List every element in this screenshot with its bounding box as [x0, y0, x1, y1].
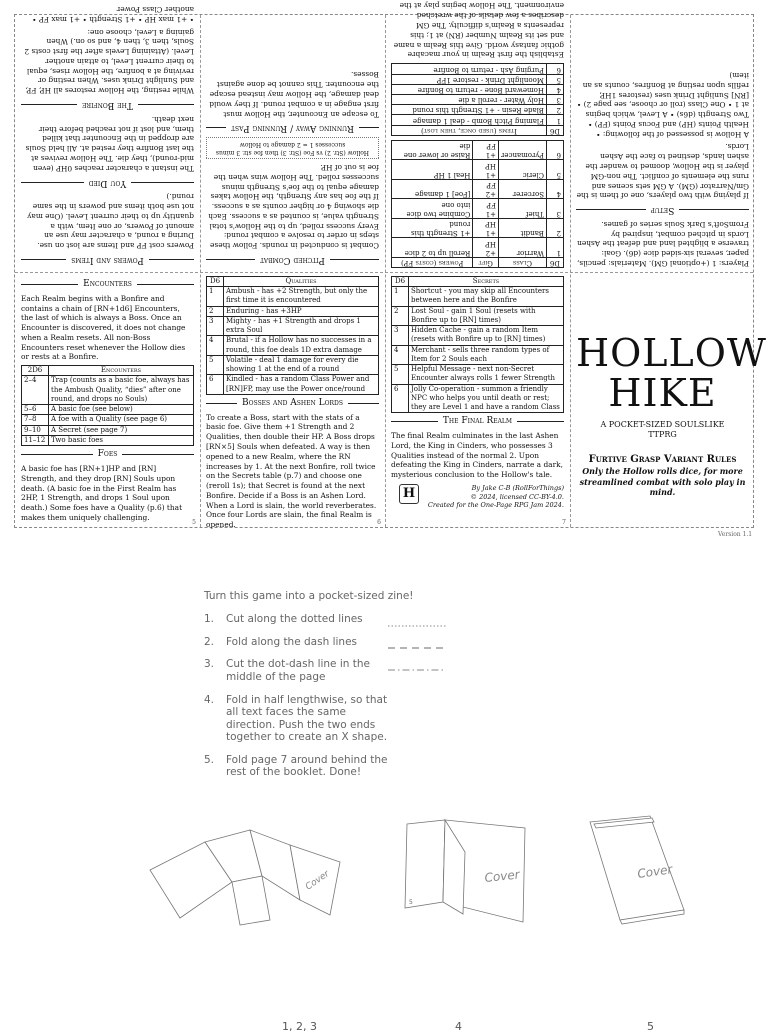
- step-text: Cut along the dotted lines: [226, 613, 363, 626]
- running-heading: Running Away / Running Past: [206, 122, 379, 135]
- bonfire-text: While resting, the Hollow restores all HP, FP, and Sunlight Drink uses. When resting or reviving at a bonfire, the Hollow rises, equal to their current Level, to attain another Level. (Attaining Levels after the first costs 2 Souls, then 3, then 4, and so on.) When gaining a Level, choose one:: [24, 27, 194, 96]
- table-cell: Combine two dice into one: [392, 199, 473, 218]
- cover-page: [570, 272, 767, 529]
- bosses-text: To create a Boss, start with the stats of a basic foe. Give them +1 Strength and 2 Qualities, then double their HP. A Boss drops [RN×5] Souls when defeated. A way is then opened to a new Realm, where the RN increases by 1. At the next Bonfire, roll twice on the Secrets table (p.7) and choose one (reroll 1s); that Secret is found at the next Bonfire. Decide if a Boss is an Ashen Lord. When a Lord is slain, the world reverberates. Once four Lords are slain, the final Realm is opened.: [206, 412, 377, 530]
- page-number: 6: [377, 519, 381, 527]
- table-cell: 11–12: [22, 435, 49, 445]
- table-cell: Homeward Bone - return to Bonfire: [392, 84, 547, 94]
- table-cell: +1 HP: [473, 160, 499, 179]
- game-title: HOLLOW HIKE: [576, 331, 767, 415]
- page-number: 5: [192, 519, 196, 527]
- table-row: [392, 345, 564, 364]
- table-cell: Shortcut - you may skip all Encounters between here and the Bonfire: [409, 287, 564, 306]
- table-header-cell: Powers (costs FP): [392, 257, 473, 267]
- table-row: [392, 160, 564, 179]
- figure-caption-3: 5: [647, 1020, 654, 1033]
- cover-label: Cover: [483, 867, 521, 885]
- table-row: [22, 415, 194, 425]
- table-row: [392, 179, 564, 198]
- table-cell: Reroll up to 2 dice: [392, 238, 473, 257]
- table-cell: Helpful Message - next non-Secret Encounter always rolls 1 fewer Strength: [409, 365, 564, 384]
- table-row: [207, 306, 379, 316]
- bosses-heading: Bosses and Ashen Lords: [206, 397, 379, 410]
- table-cell: Kindled - has a random Class Power and [RN]FP, may use the Power once/round: [224, 375, 379, 394]
- table-row: [392, 365, 564, 384]
- table-cell: Moonlight Drink - restore 1FP: [392, 74, 547, 84]
- table-cell: 5: [547, 160, 564, 179]
- table-cell: 5–6: [22, 405, 49, 415]
- table-header-cell: D6: [547, 257, 564, 267]
- table-row: [22, 376, 194, 405]
- final-realm-heading: The Final Realm: [391, 415, 564, 428]
- secrets-table: [391, 276, 564, 413]
- table-cell: Two basic foes: [49, 435, 194, 445]
- table-cell: 5: [392, 365, 409, 384]
- table-cell: Cleric: [499, 160, 547, 179]
- table-cell: 9–10: [22, 425, 49, 435]
- table-cell: Mighty - has +1 Strength and drops 1 extra Soul: [224, 316, 379, 335]
- table-row: [392, 84, 564, 94]
- table-cell: 2: [547, 105, 564, 115]
- table-header-cell: Items (used once, then lost): [392, 125, 547, 135]
- table-cell: Merchant - sells three random types of Item for 2 Souls each: [409, 345, 564, 364]
- table-cell: Volatile - deal 1 damage for every die showing 1 at the end of a round: [224, 355, 379, 374]
- table-cell: 2: [547, 218, 564, 237]
- cover-label: Cover: [636, 862, 674, 881]
- table-cell: Thief: [499, 199, 547, 218]
- fold-figure-xshape: [140, 790, 360, 930]
- step-number: 1.: [204, 613, 215, 626]
- zine-sheet: [14, 1, 767, 530]
- table-cell: Lost Soul - gain 1 Soul (resets with Bonfire up to [RN] times): [409, 306, 564, 325]
- table-header-cell: D6: [392, 277, 409, 287]
- upper-panel-setup: [570, 15, 755, 272]
- table-cell: 1: [547, 238, 564, 257]
- table-row: [207, 316, 379, 335]
- encounters-table: [21, 365, 194, 446]
- encounters-page: [15, 272, 200, 529]
- table-cell: Hidden Cache - gain a random Item (resets with Bonfire up to [RN] times): [409, 326, 564, 345]
- items-table: [391, 63, 564, 136]
- instructions-lead: Turn this game into a pocket-sized zine!: [204, 590, 414, 602]
- table-row: [22, 425, 194, 435]
- table-cell: Bandit: [499, 218, 547, 237]
- table-header-cell: Qualities: [224, 277, 379, 287]
- credits: By Jake C-B (RollForThings) © 2024, licensed CC-BY-4.0. Created for the One-Page RPG Jam 2024.: [427, 483, 564, 510]
- table-cell: 7–8: [22, 415, 49, 425]
- publisher-logo: H: [399, 484, 419, 504]
- table-header-cell: D6: [207, 277, 224, 287]
- table-cell: Brutal - if a Hollow has no successes in a round, this foe deals 1D extra damage: [224, 336, 379, 355]
- table-cell: A basic foe (see below): [49, 405, 194, 415]
- table-row: [207, 355, 379, 374]
- table-row: [207, 375, 379, 394]
- died-text: The instant a character reaches 0HP (even mid-round), they die. The Hollow revives at the last Bonfire they rested at. All held Souls are dropped in the Encounter that killed them, and lost if not reached before their next death.: [25, 114, 194, 173]
- setup-heading: Setup: [576, 203, 749, 216]
- figure-page-number: 5: [409, 899, 413, 906]
- step-number: 4.: [204, 693, 215, 706]
- bonfire-heading: The Bonfire: [21, 98, 194, 111]
- table-cell: Blade Resin - +1 Strength this round: [392, 105, 547, 115]
- table-cell: 3: [207, 316, 224, 335]
- table-row: [207, 287, 379, 306]
- figure-caption-2: 4: [455, 1020, 462, 1033]
- table-header-cell: Class: [499, 257, 547, 267]
- table-cell: 1: [207, 287, 224, 306]
- table-cell: Sorcerer: [499, 179, 547, 198]
- level-options: • +1 max HP • +1 Strength • +1 max FP • another Class Power: [32, 5, 194, 24]
- table-row: [392, 64, 564, 74]
- table-cell: +2 FP: [473, 179, 499, 198]
- table-cell: Heal 1 HP: [392, 160, 473, 179]
- combat-diagram: Hollow (Str. 2) vs Foe (Str. 3) then foe str. 3 minus successes 1 = 2 damage to Hollow: [206, 137, 379, 159]
- powers-text: Powers cost FP and Items are lost on use. During a round, a character may use an amount of Powers, or one Item, with a quantity up to their current Level. (One may not use both items and powers in the same round.): [27, 192, 194, 251]
- table-header-cell: 2D6: [22, 366, 49, 376]
- table-cell: 2: [207, 306, 224, 316]
- table-row: [392, 199, 564, 218]
- line-legend: [388, 618, 458, 678]
- table-row: [392, 105, 564, 115]
- qualities-table: [206, 276, 379, 395]
- setup-list: A Hollow is possessed of the following: • Health Points (HP) and Focus Points (FP) • Two Strength (d6s) • A Level, which begins at 1 • One Class (roll or choose, see page 2) • [RN] Sunlight Drink uses (restores 1HP, refills upon resting at Bonfires, counts as an item): [576, 71, 749, 139]
- table-row: [22, 435, 194, 445]
- final-realm-text: The final Realm culminates in the last Ashen Lord, the King in Cinders, who possesses 3 Qualities instead of the normal 2. Upon defeating the King in Cinders, narrate a dark, mysterious conclusion to the Hollow's tale.: [391, 431, 563, 480]
- running-text: To escape an Encounter, the Hollow must first engage in a combat round. If they would deal damage, the Hollow may instead escape the encounter. This cannot be done against Bosses.: [209, 70, 379, 119]
- table-header-cell: D6: [547, 125, 564, 135]
- table-cell: 1: [547, 115, 564, 125]
- pitched-text: Combat is conducted in rounds. Follow these steps in order to resolve a combat round: Every success rolled, up to the Hollow's total Strength value, is counted as a success. Each die showing 4 or higher counts as a success. If the foe has any Strength, the Hollow takes damage equal to the foe's Strength minus successes rolled. The Hollow wins when the foe is out of HP.: [208, 163, 379, 251]
- step-text: Cut the dot-dash line in the middle of the page: [226, 658, 370, 683]
- table-cell: Ambush - has +2 Strength, but only the first time it is encountered: [224, 287, 379, 306]
- table-cell: 2: [392, 306, 409, 325]
- class-table: [391, 140, 564, 268]
- credits-block: [391, 484, 564, 514]
- foes-heading: Foes: [21, 448, 194, 461]
- table-cell: [Foe] 1 damage: [392, 179, 473, 198]
- upper-panel-tables: [385, 1, 570, 272]
- variant-subtitle: Only the Hollow rolls dice, for more streamlined combat with solo play in mind.: [579, 466, 746, 498]
- table-cell: 6: [392, 384, 409, 413]
- table-row: [207, 336, 379, 355]
- table-cell: 6: [547, 140, 564, 159]
- table-cell: 5: [207, 355, 224, 374]
- secrets-page: [385, 272, 570, 529]
- table-cell: +1 FP: [473, 140, 499, 159]
- step-text: Fold in half lengthwise, so that all text faces the same direction. Push the two ends together to create an X shape.: [226, 693, 388, 744]
- step-text: Fold along the dash lines: [226, 635, 357, 648]
- table-cell: +1 HP: [473, 218, 499, 237]
- table-header-cell: Gift: [473, 257, 499, 267]
- table-cell: A Secret (see page 7): [49, 425, 194, 435]
- table-row: [392, 218, 564, 237]
- table-cell: A foe with a Quality (see page 6): [49, 415, 194, 425]
- table-cell: +2 HP: [473, 238, 499, 257]
- step-number: 2.: [204, 635, 215, 648]
- fold-figure-booklet-closed: [580, 812, 700, 932]
- table-cell: 5: [547, 74, 564, 84]
- encounters-heading: Encounters: [21, 278, 194, 291]
- table-cell: Pyromancer: [499, 140, 547, 159]
- table-cell: 3: [547, 95, 564, 105]
- table-row: [392, 74, 564, 84]
- table-cell: 4: [547, 84, 564, 94]
- cover-label: Cover: [303, 869, 332, 893]
- figure-caption-1: 1, 2, 3: [282, 1020, 317, 1033]
- table-header-cell: Encounters: [49, 366, 194, 376]
- table-cell: Purging Ash - return to Bonfire: [392, 64, 547, 74]
- table-row: [392, 326, 564, 345]
- table-cell: 3: [547, 199, 564, 218]
- realm-text: Establish the first Realm in your macabre gothic fantasy world. Give this Realm a name and set its Realm Number (RN) at 1; this represents a Realm's difficulty. The GM describes a few details of the wretched environment. The Hollow begins play at the: [393, 1, 564, 60]
- table-row: [392, 140, 564, 159]
- instruction-step: [204, 694, 444, 744]
- table-row: [392, 287, 564, 306]
- table-cell: 4: [392, 345, 409, 364]
- encounters-intro: Each Realm begins with a Bonfire and contains a chain of [RN+1d6] Encounters, the last of which is always a Boss. Once an Encounter is discovered, it does not change when a Realm resets. All non-Boss Encounters reset whenever the Hollow dies or rests at a Bonfire.: [21, 293, 186, 362]
- table-row: [392, 238, 564, 257]
- table-cell: Flaming Pitch Bomb - deal 1 damage: [392, 115, 547, 125]
- setup-text: If playing with two players, one of them is the Gm/Narrator (GM). A GM sets scenes and runs the elements of conflict. The non-GM player is the Hollow, doomed to wander the ashen lands, destined to face the Ashen Lords.: [576, 142, 749, 201]
- foes-text: A basic foe has [RN+1]HP and [RN] Strength, and they drop [RN] Souls upon death. (A basic foe in the First Realm has 2HP, 1 Strength, and drops 1 Soul upon death.) Some foes have a Quality (p.6) that makes them uniquely challenging.: [21, 463, 183, 522]
- table-row: [22, 405, 194, 415]
- step-number: 3.: [204, 658, 215, 671]
- fold-figure-booklet-open: [395, 812, 535, 932]
- instruction-step: [204, 754, 444, 779]
- version-label: Version 1.1: [718, 531, 753, 538]
- table-cell: 6: [547, 64, 564, 74]
- page-number: 7: [562, 519, 566, 527]
- table-cell: Jolly Co-operation - summon a friendly NPC who helps you until death or rest; they are Level 1 and have a random Class: [409, 384, 564, 413]
- step-text: Fold page 7 around behind the rest of the booklet. Done!: [226, 753, 388, 779]
- qualities-page: [200, 272, 385, 529]
- table-cell: 4: [207, 336, 224, 355]
- game-subtitle: A POCKET-SIZED SOULSLIKE TTPRG: [600, 419, 725, 440]
- table-cell: 1: [392, 287, 409, 306]
- table-cell: 4: [547, 179, 564, 198]
- table-row: [392, 95, 564, 105]
- died-heading: You Died: [21, 176, 194, 189]
- variant-title: Furtive Grasp Variant Rules: [588, 453, 737, 465]
- table-cell: 2–4: [22, 376, 49, 405]
- table-cell: Trap (counts as a basic foe, always has the Ambush Quality, “dies” after one round, and drops no Souls): [49, 376, 194, 405]
- upper-panel-powers: [15, 5, 200, 272]
- table-row: [392, 306, 564, 325]
- table-cell: Enduring - has +3HP: [224, 306, 379, 316]
- table-cell: Warrior: [499, 238, 547, 257]
- table-cell: Holy Water - reroll a die: [392, 95, 547, 105]
- table-cell: 6: [207, 375, 224, 394]
- powers-heading: Powers and Items: [21, 253, 194, 266]
- players-text: Players: 1 (+optional GM). Materials: pencils, paper, several six-sided dice (d6). Goal: traverse a blighted land and defeat the Ashen Lords in pitched combat, inspired by FromSoft's Dark Souls series of games.: [577, 219, 749, 268]
- pitched-heading: Pitched Combat: [206, 253, 379, 266]
- table-row: [392, 115, 564, 125]
- upper-panel-combat: [200, 15, 385, 272]
- table-cell: +1 Strength this round: [392, 218, 473, 237]
- table-cell: 3: [392, 326, 409, 345]
- step-number: 5.: [204, 753, 215, 766]
- table-cell: +1 FP: [473, 199, 499, 218]
- table-cell: Raise or lower one die: [392, 140, 473, 159]
- table-row: [392, 384, 564, 413]
- table-header-cell: Secrets: [409, 277, 564, 287]
